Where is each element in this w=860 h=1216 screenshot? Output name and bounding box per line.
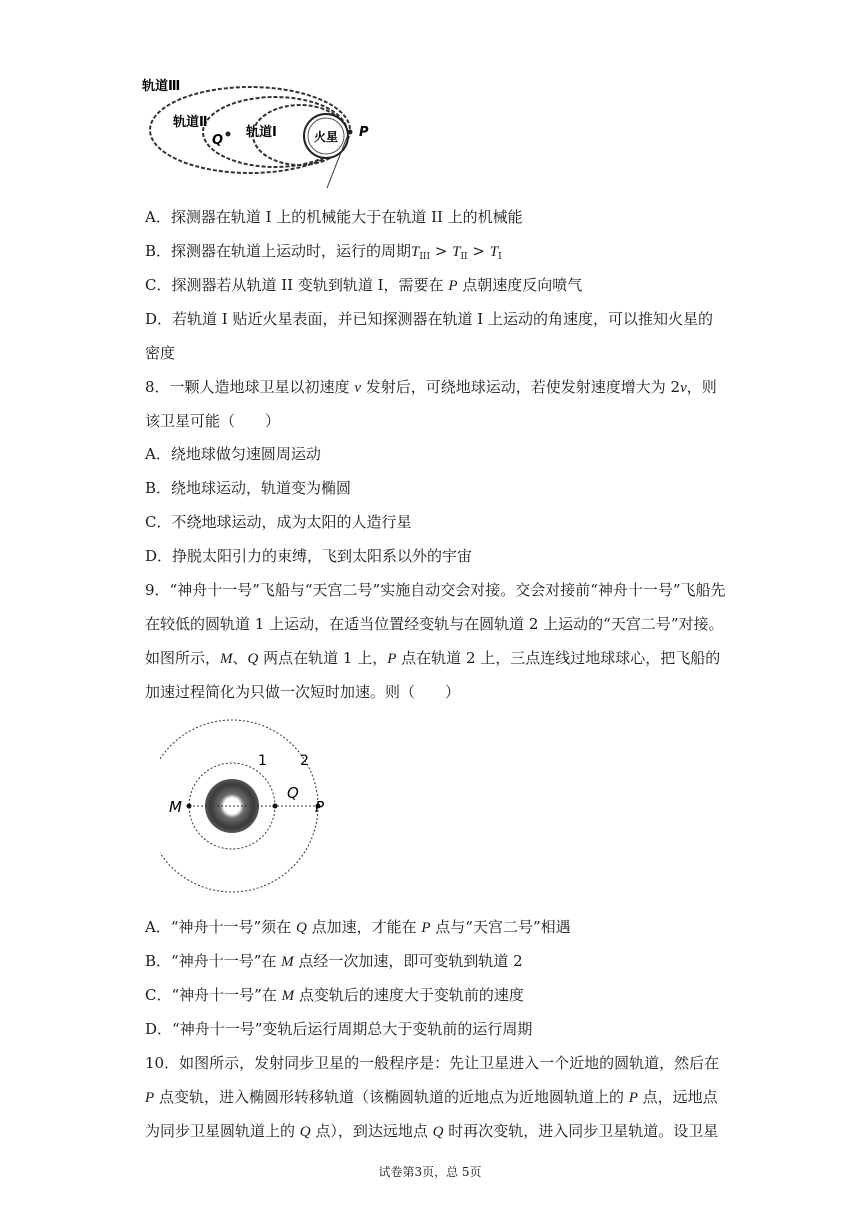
point-p-label: P — [315, 798, 325, 816]
q10-stem-line3 — [145, 1120, 718, 1143]
q10-stem2-text2: 点，远地点 — [637, 1088, 718, 1106]
q10-stem2-p2: P — [628, 1090, 638, 1106]
q8-option-c: C．不绕地球运动，成为太阳的人造行星 — [145, 513, 412, 531]
q7-option-b-text: B．探测器在轨道上运动时，运行的周期 — [145, 242, 412, 260]
q9-stem3-text2: 、 — [232, 649, 248, 667]
q9-option-c — [145, 984, 524, 1007]
q7-option-c-text2: 点朝速度反向喷气 — [457, 276, 583, 294]
period-t1: T — [489, 244, 499, 260]
q9-option-a-text1: A．“神舟十一号”须在 — [145, 918, 296, 936]
q9-option-a-text2: 点加速，才能在 — [306, 918, 422, 936]
q9-stem-line3 — [145, 647, 720, 670]
period-t3-sub: III — [419, 252, 431, 262]
q9-option-a-p: P — [421, 920, 431, 936]
point-m-dot — [187, 804, 192, 809]
orbit-3-label: 轨道Ⅲ — [142, 79, 181, 94]
q10-stem3-q2: Q — [432, 1124, 444, 1140]
point-p-dot — [348, 130, 353, 135]
q7-option-a: A．探测器在轨道 I 上的机械能大于在轨道 II 上的机械能 — [145, 208, 523, 226]
q7-option-c — [145, 274, 582, 297]
q9-option-a-q: Q — [295, 920, 307, 936]
orbit-1-label: 1 — [258, 753, 267, 769]
q9-stem3-text4: 点在轨道 2 上，三点连线过地球球心，把飞船的 — [396, 649, 721, 667]
q9-stem3-m: M — [220, 651, 233, 667]
q9-stem-line2: 在较低的圆轨道 1 上运动，在适当位置经变轨与在圆轨道 2 上运动的“天宫二号”对接。 — [145, 615, 724, 633]
q8-stem-text3: ，则 — [686, 378, 717, 396]
q7-option-c-p: P — [448, 278, 458, 294]
earth-orbit-figure — [160, 718, 340, 893]
q8-stem-text1: 8．一颗人造地球卫星以初速度 — [145, 378, 355, 396]
q9-option-b-text1: B．“神舟十一号”在 — [145, 952, 282, 970]
q7-option-b: B．探测器在轨道上运动时，运行的周期$T_{III} > T_{II} > T_I$ — [145, 242, 502, 262]
orbit-2-label: 2 — [300, 753, 309, 769]
point-q-dot — [273, 804, 278, 809]
period-t1-sub: I — [498, 252, 502, 262]
point-m-label: M — [169, 798, 182, 816]
period-t3: T — [411, 244, 420, 260]
q9-option-c-text1: C．“神舟十一号”在 — [145, 986, 282, 1004]
q9-option-c-m: M — [281, 988, 295, 1004]
point-q-label: Q — [287, 784, 299, 802]
q9-option-b — [145, 950, 523, 973]
q10-stem-line1: 10．如图所示，发射同步卫星的一般程序是：先让卫星进入一个近地的圆轨道，然后在 — [145, 1054, 720, 1072]
q9-option-a — [145, 916, 571, 939]
point-q-label: Q — [212, 133, 224, 148]
orbit-2-label: 轨道Ⅱ — [173, 115, 208, 130]
point-q-dot — [226, 132, 231, 137]
q9-option-d: D．“神舟十一号”变轨后运行周期总大于变轨前的运行周期 — [145, 1020, 533, 1038]
mars-label: 火星 — [314, 130, 339, 144]
q8-stem-text2: 发射后，可绕地球运动，若使发射速度增大为 2 — [361, 378, 681, 396]
q10-stem2-p: P — [145, 1090, 155, 1106]
mars-orbit-figure — [140, 70, 380, 195]
q10-stem3-q: Q — [299, 1124, 311, 1140]
q8-stem-v2: v — [680, 380, 687, 396]
q9-option-b-m: M — [281, 954, 294, 970]
q8-option-a: A．绕地球做匀速圆周运动 — [145, 445, 321, 463]
q9-option-b-text2: 点经一次加速，即可变轨到轨道 2 — [293, 952, 523, 970]
q10-stem3-text2: 点），到达远地点 — [310, 1122, 433, 1140]
q8-stem-v: v — [354, 380, 361, 396]
period-t2: T — [452, 244, 461, 260]
q9-stem3-text1: 如图所示， — [145, 649, 221, 667]
q9-stem3-q: Q — [247, 651, 259, 667]
q10-stem3-text3: 时再次变轨，进入同步卫星轨道。设卫星 — [443, 1122, 719, 1140]
q8-option-d: D．挣脱太阳引力的束缚，飞到太阳系以外的宇宙 — [145, 547, 473, 565]
q9-stem-line4: 加速过程简化为只做一次短时加速。则（ ） — [145, 683, 461, 701]
q7-option-c-text1: C．探测器若从轨道 II 变轨到轨道 I，需要在 — [145, 276, 449, 294]
q9-stem3-text3: 两点在轨道 1 上， — [258, 649, 388, 667]
q9-option-a-text3: 点与“天宫二号”相遇 — [430, 918, 571, 936]
q8-option-b: B．绕地球运动，轨道变为椭圆 — [145, 479, 352, 497]
q9-stem-line1: 9．“神舟十一号”飞船与“天宫二号”实施自动交会对接。交会对接前“神舟十一号”飞船先 — [145, 581, 726, 599]
period-t2-sub: II — [460, 252, 468, 262]
q9-stem3-p: P — [387, 651, 397, 667]
q7-option-d-line1: D．若轨道 I 贴近火星表面，并已知探测器在轨道 I 上运动的角速度，可以推知火星的 — [145, 310, 713, 328]
q10-stem3-text1: 为同步卫星圆轨道上的 — [145, 1122, 300, 1140]
q8-stem-line2: 该卫星可能（ ） — [145, 412, 281, 430]
page-footer: 试卷第3页，总 5页 — [378, 1165, 482, 1179]
point-p-label: P — [359, 125, 369, 140]
q10-stem2-text1: 点变轨，进入椭圆形转移轨道（该椭圆轨道的近地点为近地圆轨道上的 — [154, 1088, 629, 1106]
q7-option-d-line2: 密度 — [145, 344, 176, 362]
q8-stem-line1 — [145, 376, 717, 399]
q10-stem-line2 — [145, 1086, 718, 1109]
orbit-1-label: 轨道Ⅰ — [246, 125, 277, 140]
q9-option-c-text2: 点变轨后的速度大于变轨前的速度 — [294, 986, 524, 1004]
